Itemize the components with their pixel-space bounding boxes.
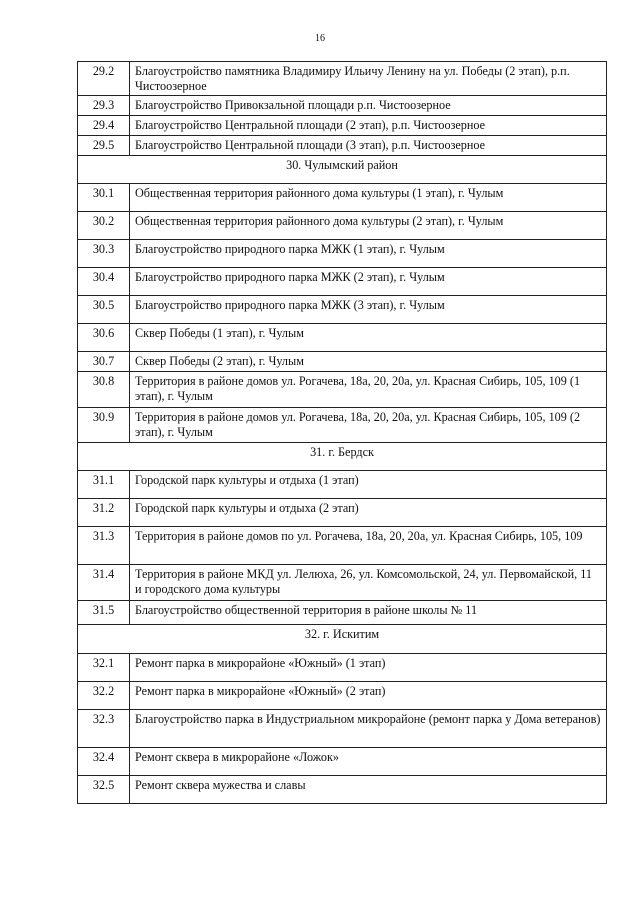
projects-table	[77, 61, 607, 804]
table-row	[78, 565, 607, 601]
table-row	[78, 62, 607, 96]
item-number: 31.2	[78, 499, 130, 527]
item-description: Благоустройство природного парка МЖК (3 этап), г. Чулым	[130, 296, 607, 324]
item-description: Ремонт сквера в микрорайоне «Ложок»	[130, 748, 607, 776]
item-number: 29.4	[78, 116, 130, 136]
item-description: Благоустройство природного парка МЖК (1 этап), г. Чулым	[130, 240, 607, 268]
item-number: 30.3	[78, 240, 130, 268]
table-row	[78, 96, 607, 116]
item-number: 32.1	[78, 654, 130, 682]
table-row	[78, 471, 607, 499]
item-number: 29.5	[78, 136, 130, 156]
item-number: 29.2	[78, 62, 130, 96]
table-row	[78, 408, 607, 443]
item-description: Общественная территория районного дома культуры (1 этап), г. Чулым	[130, 184, 607, 212]
table-row	[78, 136, 607, 156]
item-number: 30.6	[78, 324, 130, 352]
item-description: Сквер Победы (1 этап), г. Чулым	[130, 324, 607, 352]
item-number: 31.3	[78, 527, 130, 565]
item-number: 32.2	[78, 682, 130, 710]
section-heading: 32. г. Искитим	[78, 625, 607, 654]
item-description: Территория в районе домов ул. Рогачева, 18а, 20, 20а, ул. Красная Сибирь, 105, 109 (1 этап), г. Чулым	[130, 372, 607, 408]
table-row	[78, 748, 607, 776]
item-description: Территория в районе домов по ул. Рогачева, 18а, 20, 20а, ул. Красная Сибирь, 105, 109	[130, 527, 607, 565]
item-description: Ремонт парка в микрорайоне «Южный» (1 этап)	[130, 654, 607, 682]
table-row	[78, 268, 607, 296]
table-row	[78, 710, 607, 748]
table-row	[78, 527, 607, 565]
item-number: 30.4	[78, 268, 130, 296]
table-row	[78, 372, 607, 408]
item-number: 30.8	[78, 372, 130, 408]
page-number: 16	[315, 33, 325, 44]
item-number: 29.3	[78, 96, 130, 116]
item-description: Благоустройство Центральной площади (3 этап), р.п. Чистоозерное	[130, 136, 607, 156]
item-description: Территория в районе домов ул. Рогачева, 18а, 20, 20а, ул. Красная Сибирь, 105, 109 (2 этап), г. Чулым	[130, 408, 607, 443]
table-row	[78, 682, 607, 710]
item-number: 30.2	[78, 212, 130, 240]
item-description: Благоустройство памятника Владимиру Ильичу Ленину на ул. Победы (2 этап), р.п. Чистоозерное	[130, 62, 607, 96]
table-row	[78, 212, 607, 240]
item-description: Сквер Победы (2 этап), г. Чулым	[130, 352, 607, 372]
item-description: Благоустройство Центральной площади (2 этап), р.п. Чистоозерное	[130, 116, 607, 136]
table-row	[78, 654, 607, 682]
item-number: 32.3	[78, 710, 130, 748]
item-description: Благоустройство парка в Индустриальном микрорайоне (ремонт парка у Дома ветеранов)	[130, 710, 607, 748]
item-description: Городской парк культуры и отдыха (2 этап)	[130, 499, 607, 527]
table-row	[78, 776, 607, 804]
item-number: 30.1	[78, 184, 130, 212]
item-number: 30.7	[78, 352, 130, 372]
item-description: Благоустройство Привокзальной площади р.п. Чистоозерное	[130, 96, 607, 116]
table-row	[78, 296, 607, 324]
table-row	[78, 324, 607, 352]
item-number: 31.5	[78, 601, 130, 625]
table-row	[78, 240, 607, 268]
section-heading: 31. г. Бердск	[78, 443, 607, 471]
item-description: Территория в районе МКД ул. Лелюха, 26, ул. Комсомольской, 24, ул. Первомайской, 11 и городского дома культуры	[130, 565, 607, 601]
section-row	[78, 443, 607, 471]
item-description: Ремонт парка в микрорайоне «Южный» (2 этап)	[130, 682, 607, 710]
table-row	[78, 352, 607, 372]
table-row	[78, 499, 607, 527]
item-number: 32.4	[78, 748, 130, 776]
table-body	[78, 62, 607, 804]
item-number: 32.5	[78, 776, 130, 804]
table-row	[78, 601, 607, 625]
item-number: 31.4	[78, 565, 130, 601]
section-row	[78, 156, 607, 184]
item-number: 30.9	[78, 408, 130, 443]
item-number: 30.5	[78, 296, 130, 324]
table-row	[78, 184, 607, 212]
item-description: Ремонт сквера мужества и славы	[130, 776, 607, 804]
section-row	[78, 625, 607, 654]
item-description: Благоустройство общественной территория в районе школы № 11	[130, 601, 607, 625]
section-heading: 30. Чулымский район	[78, 156, 607, 184]
item-description: Общественная территория районного дома культуры (2 этап), г. Чулым	[130, 212, 607, 240]
item-description: Городской парк культуры и отдыха (1 этап)	[130, 471, 607, 499]
item-number: 31.1	[78, 471, 130, 499]
table-row	[78, 116, 607, 136]
item-description: Благоустройство природного парка МЖК (2 этап), г. Чулым	[130, 268, 607, 296]
